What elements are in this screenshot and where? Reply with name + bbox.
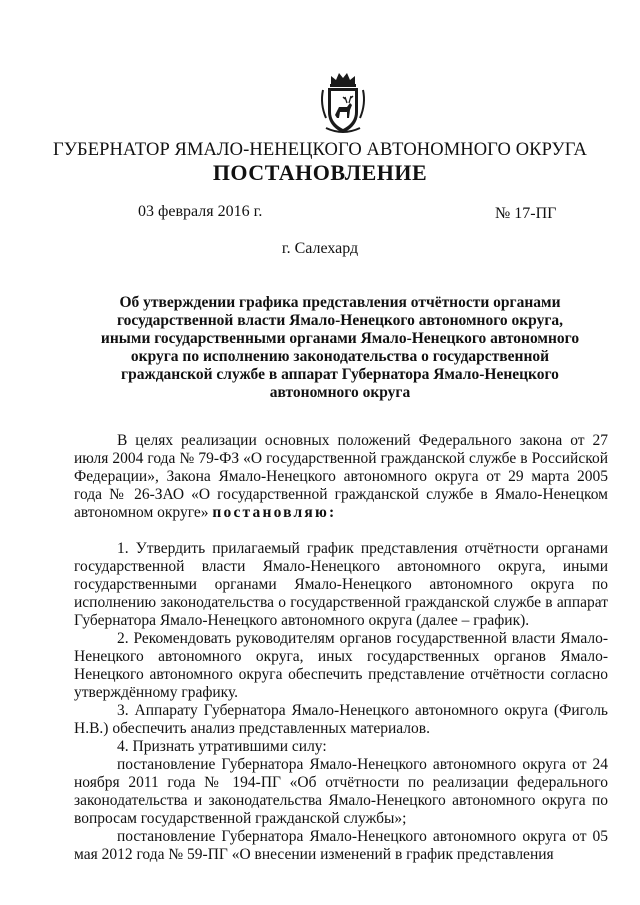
paragraph-3: 3. Аппарату Губернатора Ямало-Ненецкого автономного округа (Фиголь Н.В.) обеспечить анализ представленных материалов. [74,702,608,737]
issue-place: г. Салехард [281,240,359,257]
paragraph-1: 1. Утвердить прилагаемый график представления отчётности органами государственной власти Ямало-Ненецкого автономного округа, иными государственными органами Ямало-Ненецкого автономного округа по исполнению законодательства о государственной гражданской службе в аппарат Губернатора Ямало-Ненецкого автономного округа (далее – график). [74,540,608,629]
resolve-word: постановляю: [212,504,337,521]
preamble-paragraph [74,432,608,522]
paragraph-4: 4. Признать утратившими силу: [117,738,327,755]
title-line: иными государственными органами Ямало-Ненецкого автономного [100,330,580,347]
title-line: округа по исполнению законодательства о государственной [130,348,550,365]
repealed-decree-2: постановление Губернатора Ямало-Ненецкого автономного округа от 05 мая 2012 года № 59-ПГ «О внесении изменений в график представления [74,828,608,863]
title-line: Об утверждении графика представления отчётности органами [119,294,561,311]
title-line: государственной власти Ямало-Ненецкого автономного округа, [116,312,563,329]
issuing-authority: ГУБЕРНАТОР ЯМАЛО-НЕНЕЦКОГО АВТОНОМНОГО ОКРУГА [53,140,587,160]
title-line: автономного округа [269,384,411,401]
preamble-text: В целях реализации основных положений Федерального закона от 27 июля 2004 года № 79-ФЗ «О государственной гражданской службе в Российской Федерации», Закона Ямало-Ненецкого автономного округа от 29 марта 2005 года № 26-ЗАО «О государственной гражданской службе в Ямало-Ненецком автономном округе» [74,432,608,521]
title-line: гражданской службе в аппарат Губернатора Ямало-Ненецкого [121,366,559,383]
document-number: № 17-ПГ [495,205,557,222]
document-type: ПОСТАНОВЛЕНИЕ [212,160,428,185]
coat-of-arms-icon [318,70,368,136]
paragraph-2: 2. Рекомендовать руководителям органов государственной власти Ямало-Ненецкого автономного округа, иных государственных органов Ямало-Ненецкого автономного округа обеспечить представление отчётности согласно утверждённому графику. [74,630,608,701]
repealed-decree-1: постановление Губернатора Ямало-Ненецкого автономного округа от 24 ноября 2011 года № 194-ПГ «Об отчётности по реализации федерального законодательства и законодательства Ямало-Ненецкого автономного округа по вопросам государственной гражданской службы»; [74,756,608,827]
document-date: 03 февраля 2016 г. [138,203,263,220]
document-body [74,432,608,864]
document-title [100,294,580,402]
